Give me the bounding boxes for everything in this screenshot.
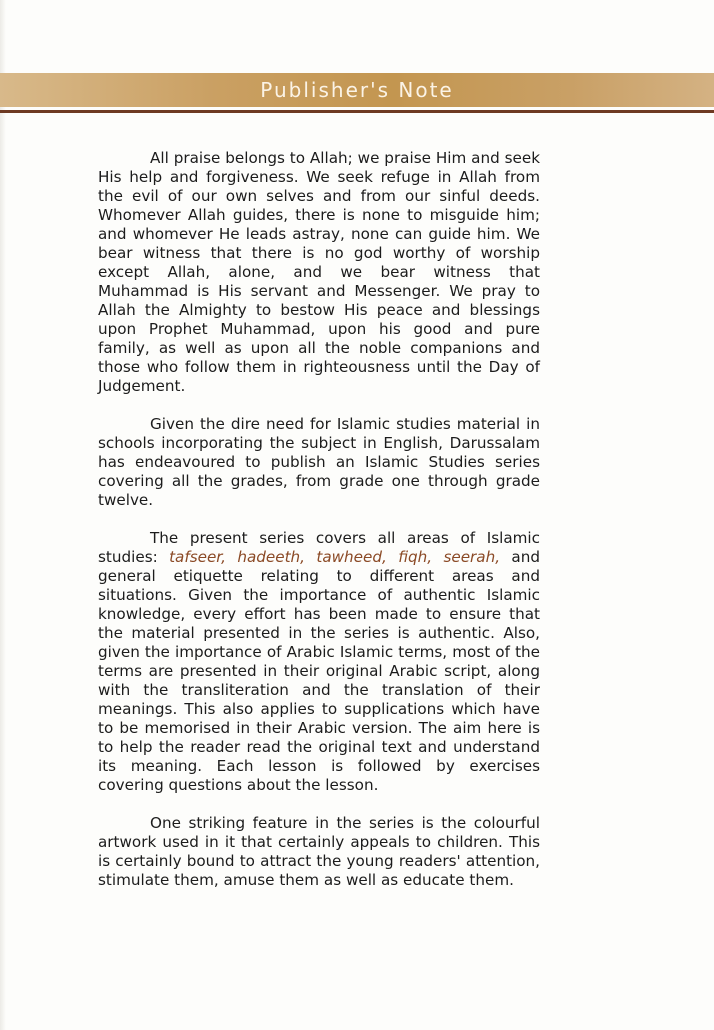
paragraph-2: Given the dire need for Islamic studies material in schools incorporating the subject in English, Darussalam has endeavoured to publish an Islamic Studies series covering all the grades, from grade one through grade twelve. (98, 415, 540, 509)
islamic-terms: tafseer, hadeeth, tawheed, fiqh, seerah, (169, 548, 501, 566)
paragraph-3-intro: The present series covers all areas of Islamic studies: (98, 529, 540, 566)
header-divider (0, 110, 714, 113)
body-text (98, 149, 540, 909)
paragraph-3-rest: and general etiquette relating to different areas and situations. Given the importance of authentic Islamic knowledge, every effort has been made to ensure that the material presented in the series is authentic. Also, given the importance of Arabic Islamic terms, most of the terms are presented in their original Arabic script, along with the transliteration and the translation of their meanings. This also applies to supplications which have to be memorised in their Arabic version. The aim here is to help the reader read the original text and understand its meaning. Each lesson is followed by exercises covering questions about the lesson. (98, 548, 540, 794)
paragraph-4: One striking feature in the series is the colourful artwork used in it that certainly appeals to children. This is certainly bound to attract the young readers' attention, stimulate them, amuse them as well as educate them. (98, 814, 540, 889)
paragraph-1: All praise belongs to Allah; we praise Him and seek His help and forgiveness. We seek refuge in Allah from the evil of our own selves and from our sinful deeds. Whomever Allah guides, there is none to misguide him; and whomever He leads astray, none can guide him. We bear witness that there is no god worthy of worship except Allah, alone, and we bear witness that Muhammad is His servant and Messenger. We pray to Allah the Almighty to bestow His peace and blessings upon Prophet Muhammad, upon his good and pure family, as well as upon all the noble companions and those who follow them in righteousness until the Day of Judgement. (98, 149, 540, 395)
page-title: Publisher's Note (260, 78, 454, 102)
paragraph-3 (98, 529, 540, 795)
page-edge-shadow (0, 0, 6, 1030)
header-band (0, 73, 714, 107)
